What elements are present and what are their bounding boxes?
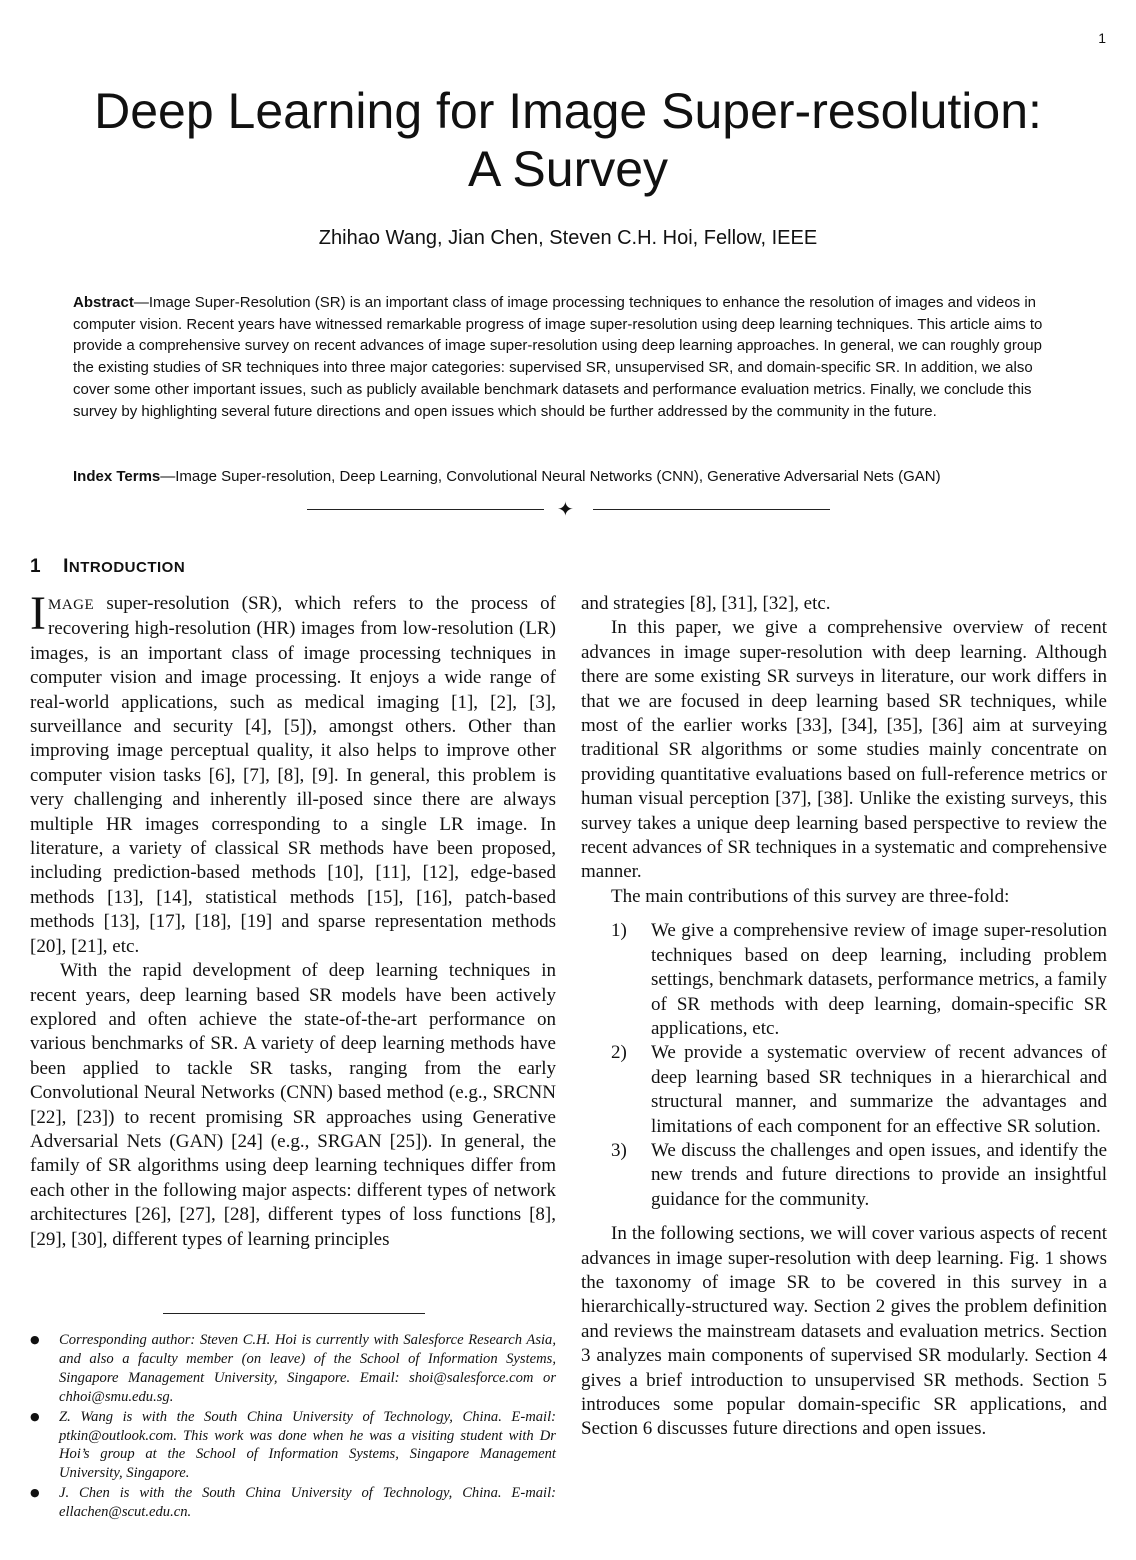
abstract [73,292,1063,422]
bullet-icon: ● [30,1409,40,1423]
intro-paragraph-3: In this paper, we give a comprehensive overview of recent advances in image super-resolution with deep learning. Although there are some existing SR surveys in literature, our work differs in that we are focused in deep learning based SR techniques, while most of the earlier works [33], [34], [35], [36] aim at surveying traditional SR algorithms or some studies mainly concentrate on providing quantitative evaluations based on full-reference metrics or human visual perception [37], [38]. Unlike the existing surveys, this survey takes a unique deep learning based perspective to review the recent advances of SR techniques in a systematic and comprehensive manner. [581,617,1107,883]
footnote-item [30,1408,556,1484]
intro-paragraph-1-text: super-resolution (SR), which refers to the process of recovering high-resolution (HR) images from low-resolution (LR) images, is an important class of image processing techniques in computer vision and image processing. It enjoys a wide range of real-world applications, such as medical imaging [1], [2], [3], surveillance and security [4], [5]), amongst others. Other than improving image perceptual quality, it also helps to improve other computer vision tasks [6], [7], [8], [9]. In general, this problem is very challenging and inherently ill-posed since there are always multiple HR images corresponding to a single LR image. In literature, a variety of classical SR methods have been proposed, including prediction-based methods [10], [11], [12], edge-based methods [13], [14], statistical methods [15], [16], patch-based methods [13], [17], [18], [19] and sparse representation methods [20], [21], etc. [30,593,556,957]
left-column [30,587,556,1252]
paper-title [60,82,1076,198]
page-number: 1 [1098,30,1106,46]
list-item [581,919,1107,1041]
footnote-item [30,1331,556,1407]
title-line-2: A Survey [467,141,669,197]
index-terms-label: Index Terms [73,468,161,485]
intro-paragraph-1 [30,587,556,959]
intro-paragraph-5: In the following sections, we will cover various aspects of recent advances in image super-resolution with deep learning. Fig. 1 shows the taxonomy of image SR to be covered in this survey in a hierarchically-structured way. Section 2 gives the problem definition and reviews the mainstream datasets and evaluation metrics. Section 3 analyzes main components of supervised SR modularly. Section 4 gives a brief introduction to unsupervised SR methods. Section 5 introduces some popular domain-specific SR applications, and Section 6 discusses future directions and open issues. [581,1223,1107,1440]
intro-paragraph-2-continued: and strategies [8], [31], [32], etc. [581,593,831,614]
footnote-text: Corresponding author: Steven C.H. Hoi is currently with Salesforce Research Asia, and also a faculty member (on leave) of the School of Information Systems, Singapore Management University, Singapore. Email: shoi@salesforce.com or chhoi@smu.edu.sg. [59,1332,556,1405]
list-item [581,1139,1107,1212]
bullet-icon: ● [30,1333,40,1346]
divider-star-icon: ✦ [557,497,574,521]
footnote-rule [163,1313,425,1314]
intro-paragraph-4: The main contributions of this survey are three-fold: [611,885,1010,907]
index-terms-text: —Image Super-resolution, Deep Learning, Convolutional Neural Networks (CNN), Generative Adversarial Nets (GAN) [160,468,941,485]
author-list: Zhihao Wang, Jian Chen, Steven C.H. Hoi, Fellow, IEEE [318,227,818,249]
list-item-text: We provide a systematic overview of recent advances of deep learning based SR techniques in a hierarchical and structural manner, and summarize the advantages and limitations of each component for an effective SR solution. [651,1042,1107,1137]
section-heading-introduction [30,556,185,578]
list-item-number: 1) [611,920,627,942]
list-item-number: 3) [611,1139,627,1161]
section-title-rest: NTRODUCTION [68,559,186,576]
right-column [581,592,1107,1442]
section-divider [307,497,830,521]
divider-line-right [593,509,830,510]
index-terms [73,466,1063,488]
section-number: 1 [30,556,42,577]
list-item [581,1041,1107,1139]
intro-paragraph-2: With the rapid development of deep learning techniques in recent years, deep learning based SR models have been actively explored and often achieve the state-of-the-art performance on various benchmarks of SR. A variety of deep learning methods have been applied to tackle SR tasks, ranging from the early Convolutional Neural Networks (CNN) based method (e.g., SRCNN [22], [23]) to recent promising SR approaches using Generative Adversarial Nets (GAN) [24] (e.g., SRGAN [25]). In general, the family of SR algorithms using deep learning techniques differ from each other in the following major aspects: different types of network architectures [26], [27], [28], different types of loss functions [8], [29], [30], different types of learning principles [30,960,556,1250]
section-title-initial: I [63,556,69,577]
first-word-smallcaps: MAGE [47,597,95,613]
list-item-text: We give a comprehensive review of image super-resolution techniques based on deep learning, including problem settings, benchmark datasets, performance metrics, a family of SR methods with deep learning, domain-specific SR applications, etc. [651,920,1107,1039]
title-line-1: Deep Learning for Image Super-resolution: [94,83,1042,139]
footnote-text: Z. Wang is with the South China University of Technology, China. E-mail: ptkin@outlook.com. This work was done when he was a visiting student with Dr Hoi’s group at the School of Information Systems, Singapore Management University, Singapore. [59,1408,556,1482]
list-item-text: We discuss the challenges and open issues, and identify the new trends and future directions to provide an insightful guidance for the community. [651,1139,1107,1210]
abstract-label: Abstract [73,294,134,311]
abstract-text: —Image Super-Resolution (SR) is an important class of image processing techniques to enhance the resolution of images and videos in computer vision. Recent years have witnessed remarkable progress of image super-resolution using deep learning techniques. This article aims to provide a comprehensive survey on recent advances of image super-resolution using deep learning approaches. In general, we can roughly group the existing studies of SR techniques into three major categories: supervised SR, unsupervised SR, and domain-specific SR. In addition, we also cover some other important issues, such as publicly available benchmark datasets and performance evaluation metrics. Finally, we conclude this survey by highlighting several future directions and open issues which should be further addressed by the community in the future. [73,294,1043,420]
footnote-item [30,1484,556,1522]
list-item-number: 2) [611,1042,627,1064]
drop-cap: I [30,587,46,640]
footnote-text: J. Chen is with the South China University of Technology, China. E-mail: ellachen@scut.edu.cn. [59,1485,556,1521]
divider-line-left [307,509,544,510]
bullet-icon: ● [30,1486,40,1500]
footnotes [30,1331,556,1523]
contributions-list [581,919,1107,1212]
